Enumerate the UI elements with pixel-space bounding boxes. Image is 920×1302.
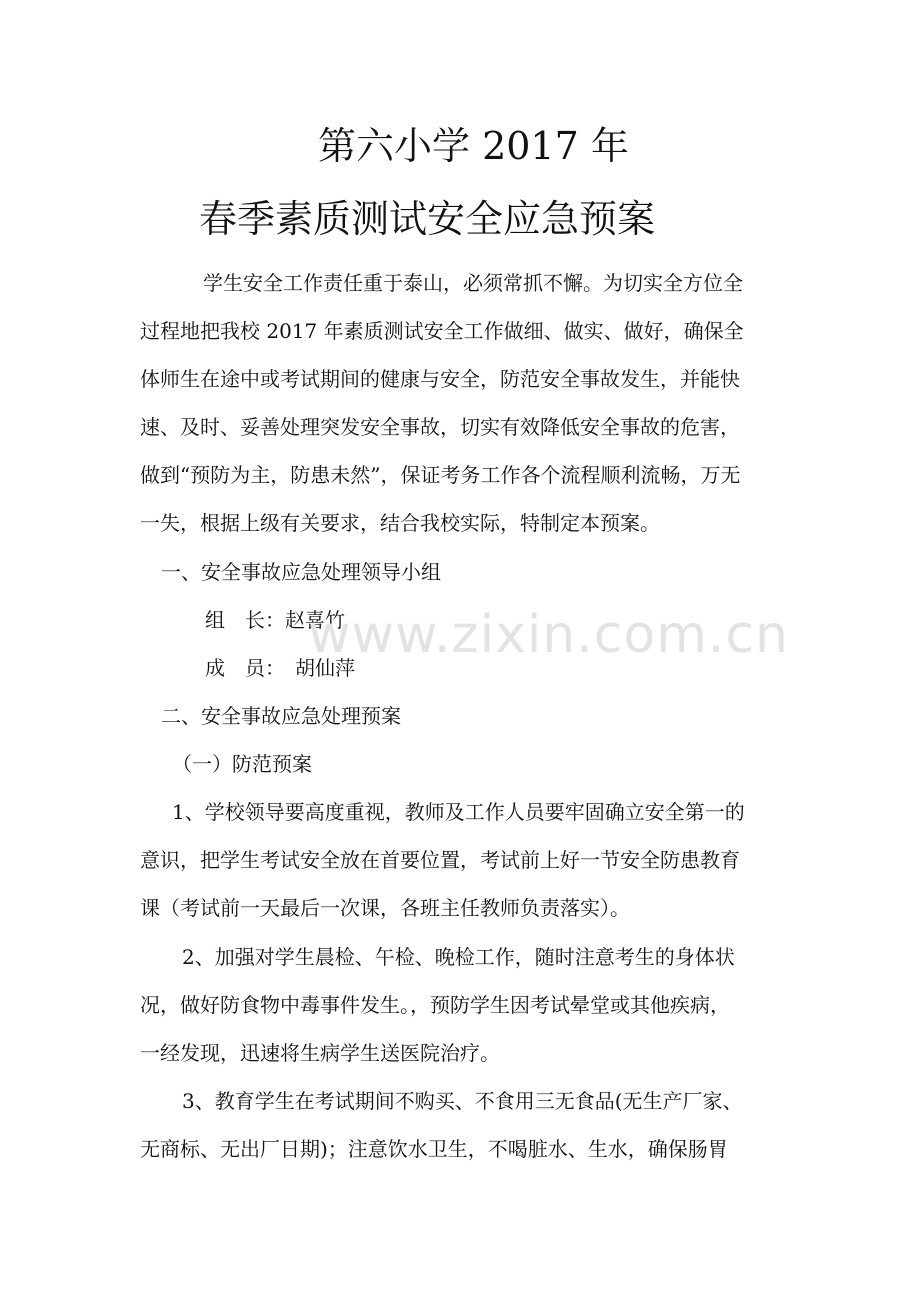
paragraph-line: 课（考试前一天最后一次课，各班主任教师负责落实）。	[140, 896, 630, 920]
intro-line: 做到“预防为主，防患未然”，保证考务工作各个流程顺利流畅，万无	[140, 463, 741, 487]
subsection-heading: （一）防范预案	[172, 752, 312, 776]
paragraph-line: 意识，把学生考试安全放在首要位置，考试前上好一节安全防患教育	[140, 848, 740, 872]
paragraph-line: 一经发现，迅速将生病学生送医院治疗。	[140, 1041, 500, 1065]
intro-line: 体师生在途中或考试期间的健康与安全，防范安全事故发生，并能快	[140, 367, 740, 391]
section-heading: 一、安全事故应急处理领导小组	[161, 560, 441, 584]
intro-line: 学生安全工作责任重于泰山，必须常抓不懈。为切实全方位全	[203, 271, 743, 295]
document-title-line-1: 第六小学 2017 年	[318, 124, 629, 168]
paragraph-line: 况，做好防食物中毒事件发生。，预防学生因考试晕堂或其他疾病，	[140, 993, 730, 1017]
document-title-line-2: 春季素质测试安全应急预案	[199, 197, 656, 241]
leader-line: 组 长：赵喜竹	[205, 608, 345, 632]
intro-line: 速、及时、妥善处理突发安全事故，切实有效降低安全事故的危害，	[140, 415, 740, 439]
watermark: www.zixin.com.cn	[308, 605, 789, 665]
intro-line: 一失，根据上级有关要求，结合我校实际，特制定本预案。	[140, 511, 660, 535]
paragraph-line: 2、加强对学生晨检、午检、晚检工作，随时注意考生的身体状	[182, 945, 735, 969]
paragraph-line: 3、教育学生在考试期间不购买、不食用三无食品(无生产厂家、	[182, 1089, 743, 1113]
member-line: 成 员： 胡仙萍	[205, 656, 355, 680]
section-heading: 二、安全事故应急处理预案	[161, 704, 401, 728]
intro-line: 过程地把我校 2017 年素质测试安全工作做细、做实、做好，确保全	[140, 319, 744, 343]
paragraph-line: 无商标、无出厂日期)；注意饮水卫生，不喝脏水、生水，确保肠胃	[140, 1137, 728, 1161]
paragraph-line: 1、学校领导要高度重视，教师及工作人员要牢固确立安全第一的	[172, 800, 745, 824]
